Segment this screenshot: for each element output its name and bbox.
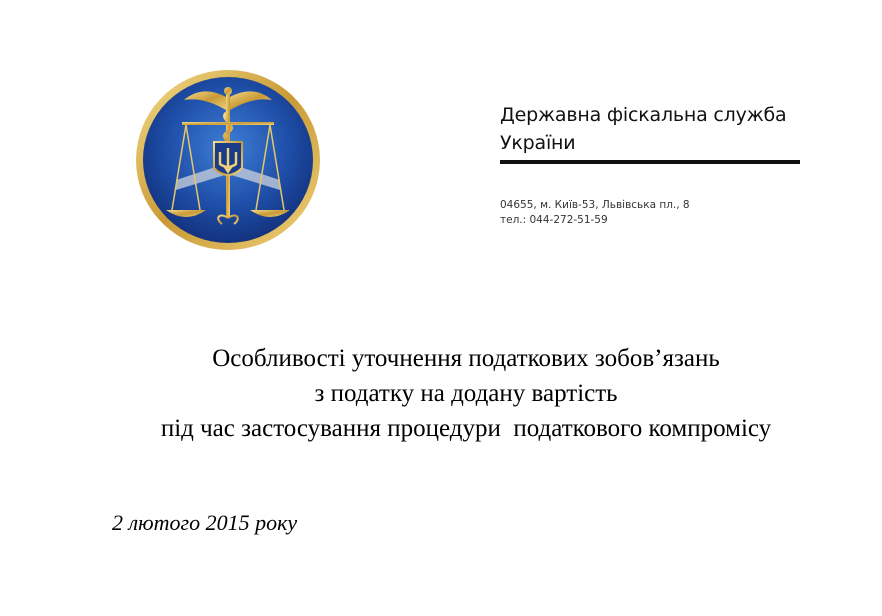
organization-name bbox=[500, 101, 787, 157]
tax-service-emblem-icon bbox=[134, 68, 322, 252]
contact-block bbox=[500, 198, 690, 228]
header-divider bbox=[500, 160, 800, 164]
phone-text: тел.: 044-272-51-59 bbox=[500, 214, 608, 226]
document-title-line3: під час застосування процедури податкового компромісу bbox=[160, 415, 772, 442]
document-date: 2 лютого 2015 року bbox=[112, 510, 298, 535]
organization-name-line2: України bbox=[500, 132, 576, 154]
organization-name-line1: Державна фіскальна служба bbox=[500, 104, 787, 126]
document-title-line2: з податку на додану вартість bbox=[314, 380, 618, 407]
address-text: 04655, м. Київ-53, Львівська пл., 8 bbox=[500, 199, 690, 211]
document-title-line1: Особливості уточнення податкових зобов’язань bbox=[212, 345, 720, 372]
document-title bbox=[0, 341, 882, 446]
